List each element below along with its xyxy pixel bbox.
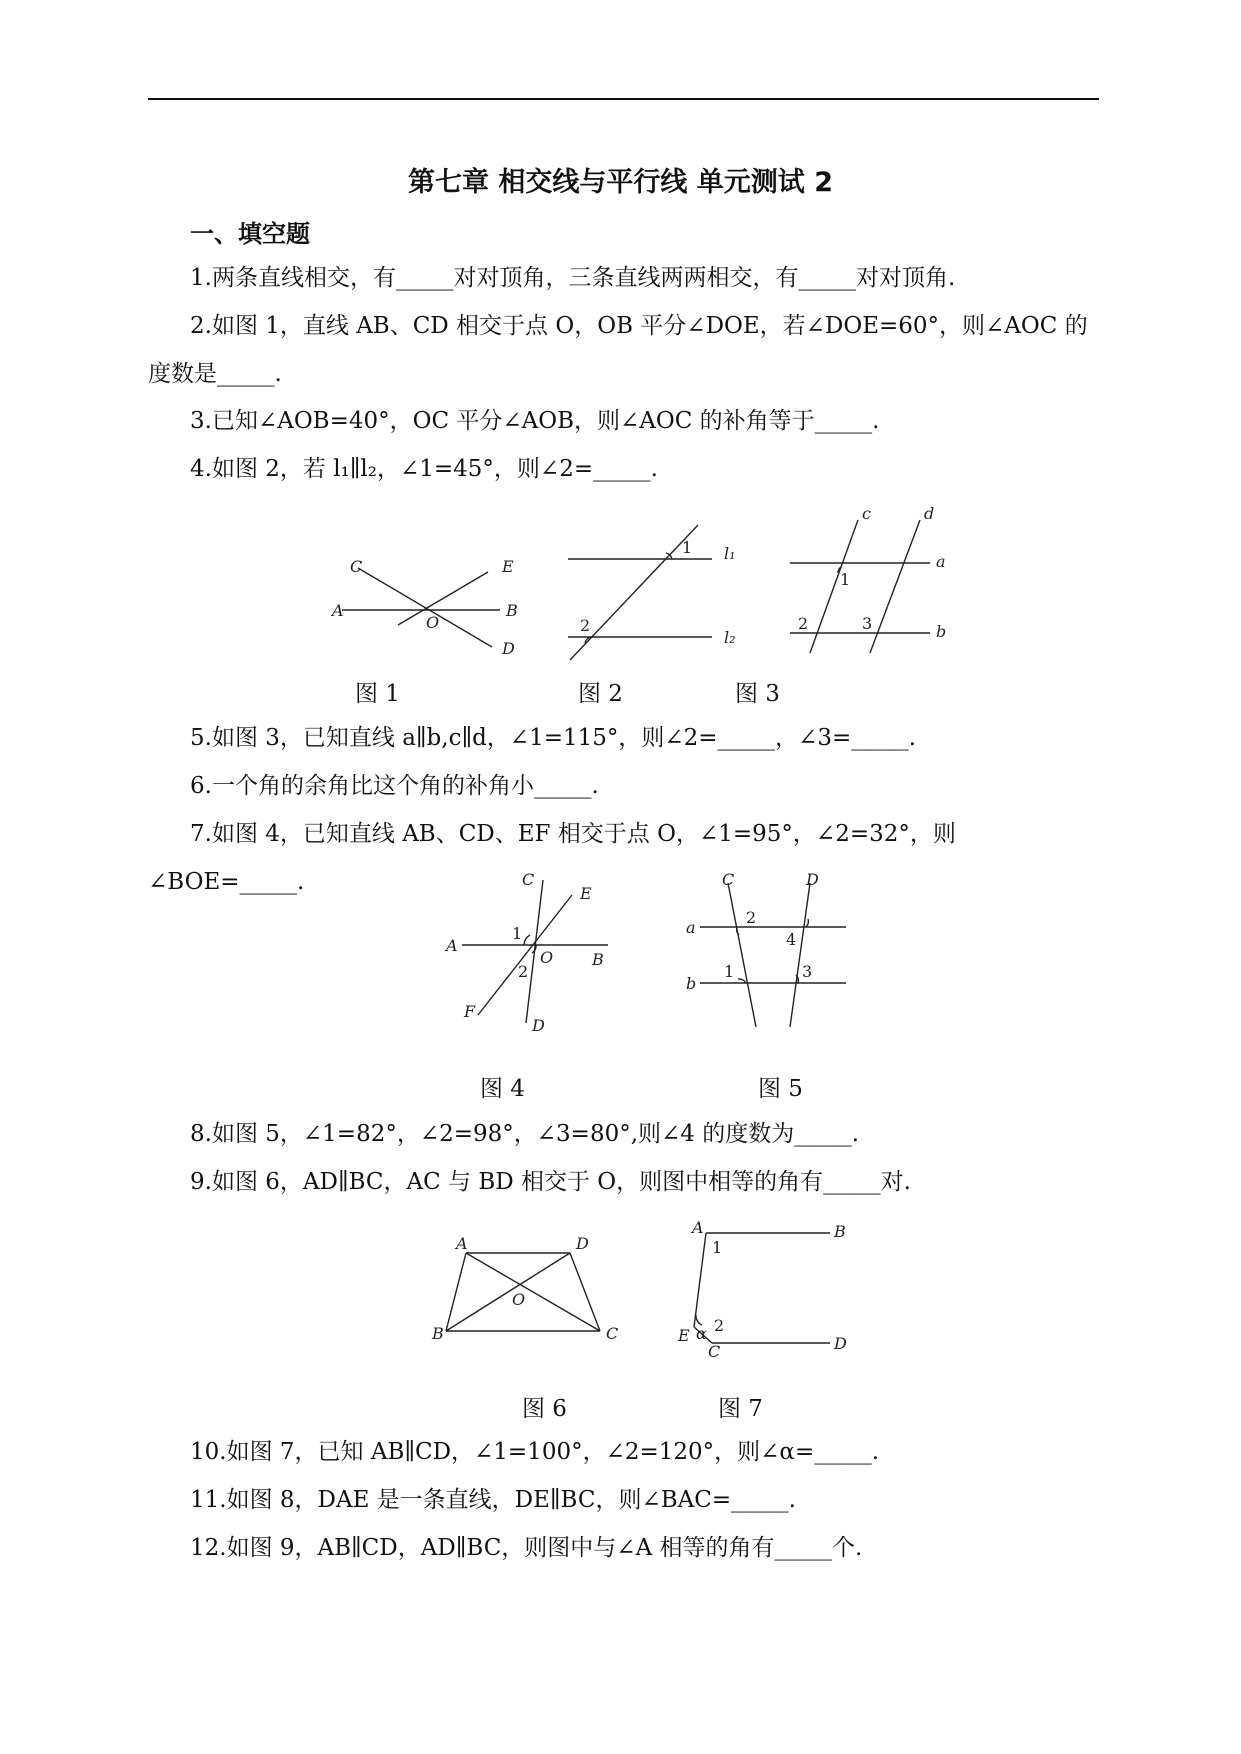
fig3-label: a (936, 552, 946, 571)
question-12: 12.如图 9，AB∥CD，AD∥BC，则图中与∠A 相等的角有_____个. (190, 1535, 863, 1561)
header-rule (148, 98, 1099, 100)
question-6: 6.一个角的余角比这个角的补角小_____. (190, 773, 599, 799)
fig6-label: B (432, 1324, 444, 1343)
fig1-label: D (502, 639, 515, 658)
fig2-label: 1 (682, 538, 693, 557)
fig4-label: F (464, 1002, 476, 1021)
fig5-label: b (686, 974, 697, 993)
fig7-label: 1 (712, 1238, 723, 1257)
caption-fig1: 图 1 (355, 681, 400, 707)
page-title: 第七章 相交线与平行线 单元测试 2 (408, 167, 833, 198)
fig6-label: O (512, 1290, 526, 1309)
fig7-label: D (834, 1334, 847, 1353)
fig5-label: a (686, 918, 696, 937)
question-7: 7.如图 4，已知直线 AB、CD、EF 相交于点 O，∠1=95°，∠2=32°，则∠BOE=_____. (148, 821, 956, 895)
figure-1 (320, 550, 540, 660)
fig4-label: 1 (512, 924, 523, 943)
caption-fig2: 图 2 (578, 681, 623, 707)
fig1-label: C (350, 557, 363, 576)
fig4-label: C (522, 870, 535, 889)
fig7-label: B (834, 1222, 846, 1241)
fig3-label: d (924, 504, 935, 523)
fig6-label: D (576, 1234, 589, 1253)
caption-fig6: 图 6 (522, 1396, 567, 1422)
fig5-label: 1 (724, 962, 735, 981)
fig2-label: l₂ (724, 628, 736, 647)
section-heading: 一、填空题 (190, 220, 310, 248)
question-2: 2.如图 1，直线 AB、CD 相交于点 O，OB 平分∠DOE，若∠DOE=60°，则∠AOC 的度数是_____. (148, 313, 1088, 387)
fig7-label: A (692, 1218, 704, 1237)
caption-fig5: 图 5 (758, 1076, 803, 1102)
figure-5 (680, 865, 860, 1040)
question-9: 9.如图 6，AD∥BC，AC 与 BD 相交于 O，则图中相等的角有_____对. (190, 1169, 911, 1195)
fig3-label: 2 (798, 614, 809, 633)
fig3-label: c (862, 504, 871, 523)
fig7-label: E (678, 1326, 690, 1345)
figure-2 (560, 515, 760, 665)
figure-7 (670, 1215, 860, 1360)
question-4: 4.如图 2，若 l₁∥l₂，∠1=45°，则∠2=_____. (190, 456, 658, 482)
fig5-label: 4 (786, 930, 797, 949)
fig3-label: 1 (840, 570, 851, 589)
question-10: 10.如图 7，已知 AB∥CD，∠1=100°，∠2=120°，则∠α=_____. (190, 1439, 880, 1465)
fig1-label: A (332, 601, 344, 620)
fig2-label: 2 (580, 616, 591, 635)
fig4-label: 2 (518, 962, 529, 981)
fig3-label: b (936, 622, 947, 641)
fig1-label: B (506, 601, 518, 620)
fig4-label: A (446, 936, 458, 955)
question-3: 3.已知∠AOB=40°，OC 平分∠AOB，则∠AOC 的补角等于_____. (190, 408, 880, 434)
fig3-label: 3 (862, 614, 873, 633)
fig5-label: 2 (746, 908, 757, 927)
fig1-label: E (502, 557, 514, 576)
fig4-label: E (580, 884, 592, 903)
caption-fig4: 图 4 (480, 1076, 525, 1102)
fig4-label: O (540, 948, 554, 967)
question-5: 5.如图 3，已知直线 a∥b,c∥d，∠1=115°，则∠2=_____，∠3=_____. (190, 725, 917, 751)
fig5-label: 3 (802, 962, 813, 981)
caption-fig3: 图 3 (735, 681, 780, 707)
question-8: 8.如图 5，∠1=82°，∠2=98°，∠3=80°,则∠4 的度数为_____. (190, 1121, 860, 1147)
figure-4 (440, 865, 630, 1040)
fig4-label: D (532, 1016, 545, 1035)
question-11: 11.如图 8，DAE 是一条直线，DE∥BC，则∠BAC=_____. (190, 1487, 796, 1513)
question-1: 1.两条直线相交，有_____对对顶角，三条直线两两相交，有_____对对顶角. (190, 265, 956, 291)
caption-fig7: 图 7 (718, 1396, 763, 1422)
fig6-label: A (456, 1234, 468, 1253)
fig5-label: D (806, 870, 819, 889)
fig4-label: B (592, 950, 604, 969)
fig5-label: C (722, 870, 735, 889)
fig7-label: C (708, 1342, 721, 1361)
fig6-label: C (606, 1324, 619, 1343)
fig7-label: 2 (714, 1316, 725, 1335)
fig2-label: l₁ (724, 544, 736, 563)
figure-6 (430, 1235, 630, 1350)
fig7-label: α (696, 1324, 707, 1343)
figure-3 (780, 505, 970, 665)
fig1-label: O (426, 613, 440, 632)
